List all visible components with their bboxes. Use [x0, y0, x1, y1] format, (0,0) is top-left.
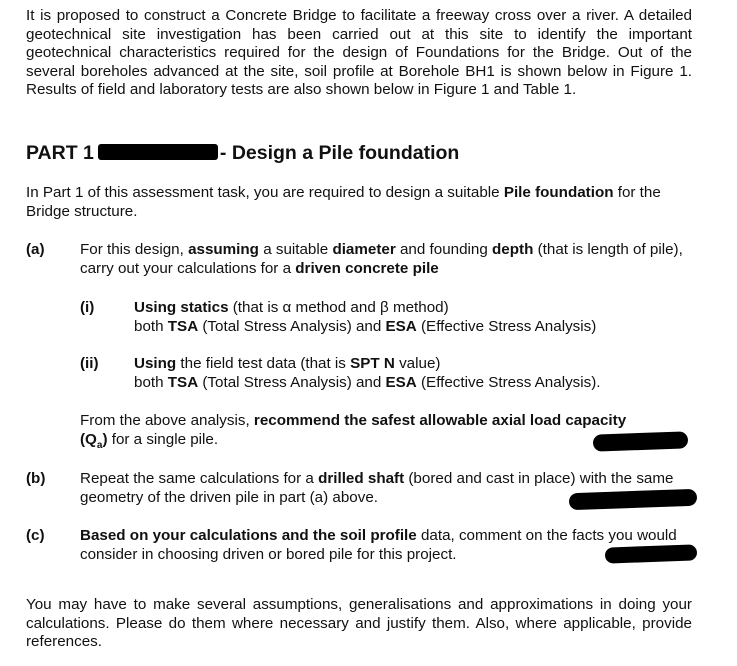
bold: ESA — [385, 373, 417, 391]
sub-ii-text — [134, 355, 694, 392]
text: For this design, — [80, 241, 189, 258]
subscript: a — [96, 439, 103, 451]
bold: SPT N — [350, 355, 395, 372]
part-heading-title: - Design a Pile foundation — [219, 142, 460, 164]
part-heading-prefix: PART 1 — [26, 142, 94, 164]
bold: Using — [134, 355, 177, 372]
text: (that is α method and β method) — [228, 299, 449, 316]
closing-paragraph: You may have to make several assumptions, generalisations and approximations in doing your calculations. Please do them where necessary and justify them. Also, where applicable, provide references. — [26, 596, 692, 651]
bold: assuming — [188, 241, 259, 258]
item-b-label: (b) — [26, 470, 46, 487]
part-heading — [26, 142, 459, 164]
bold: ) — [102, 430, 108, 448]
item-a-text — [80, 241, 692, 278]
text: a suitable — [258, 241, 333, 258]
bold: TSA — [167, 317, 199, 335]
recommend-text — [80, 412, 680, 455]
bold: diameter — [332, 241, 396, 258]
redaction-mark — [605, 544, 698, 563]
bold: depth — [492, 241, 534, 258]
text: From the above analysis, — [80, 412, 254, 429]
item-a-label: (a) — [26, 241, 45, 258]
text: both — [134, 317, 168, 335]
text: (bored and cast in place) with the same geometry of the driven pile in part (a) above. — [80, 470, 674, 506]
text: (Total Stress Analysis) and — [198, 373, 386, 391]
text: and founding — [395, 241, 493, 258]
bold: (Q — [80, 430, 97, 448]
item-c-text — [80, 527, 692, 564]
bold: recommend the safest allowable axial load capacity — [253, 412, 627, 429]
bold: ESA — [385, 317, 417, 335]
sub-i-text — [134, 299, 694, 336]
text: the field test data (that is — [176, 355, 351, 372]
text: (that is length of pile), carry out your calculations for a — [80, 241, 683, 277]
item-c-label: (c) — [26, 527, 45, 544]
redaction-mark — [98, 144, 218, 160]
part1-bold: Pile foundation — [503, 184, 614, 201]
bold: Using statics — [134, 299, 229, 316]
part1-text: In Part 1 of this assessment task, you are required to design a suitable — [26, 184, 504, 201]
part1-text-end: for the Bridge structure. — [26, 184, 661, 220]
text: (Effective Stress Analysis) — [416, 317, 597, 335]
bold: driven concrete pile — [295, 259, 439, 277]
sub-ii-label: (ii) — [80, 355, 99, 372]
text: (Effective Stress Analysis). — [416, 373, 601, 391]
text: for a single pile. — [107, 430, 219, 448]
bold: Based on your calculations and the soil profile — [80, 527, 417, 544]
text: (Total Stress Analysis) and — [198, 317, 386, 335]
text: value) — [394, 355, 441, 372]
redaction-mark — [593, 431, 689, 451]
text: data, comment on the facts you would consider in choosing driven or bored pile for this project. — [80, 527, 677, 563]
sub-i-label: (i) — [80, 299, 95, 316]
intro-paragraph: It is proposed to construct a Concrete Bridge to facilitate a freeway cross over a river. A detailed geotechnical site investigation has been carried out at this site to identify the important geotechnical characteristics required for the design of Foundations for the Bridge. Out of the several boreholes advanced at the site, soil profile at Borehole BH1 is shown below in Figure 1. Results of field and laboratory tests are also shown below in Figure 1 and Table 1. — [26, 7, 692, 99]
part1-paragraph — [26, 184, 692, 221]
text: both — [134, 373, 168, 391]
bold: drilled shaft — [318, 470, 405, 487]
text: Repeat the same calculations for a — [80, 470, 319, 487]
bold: TSA — [167, 373, 199, 391]
